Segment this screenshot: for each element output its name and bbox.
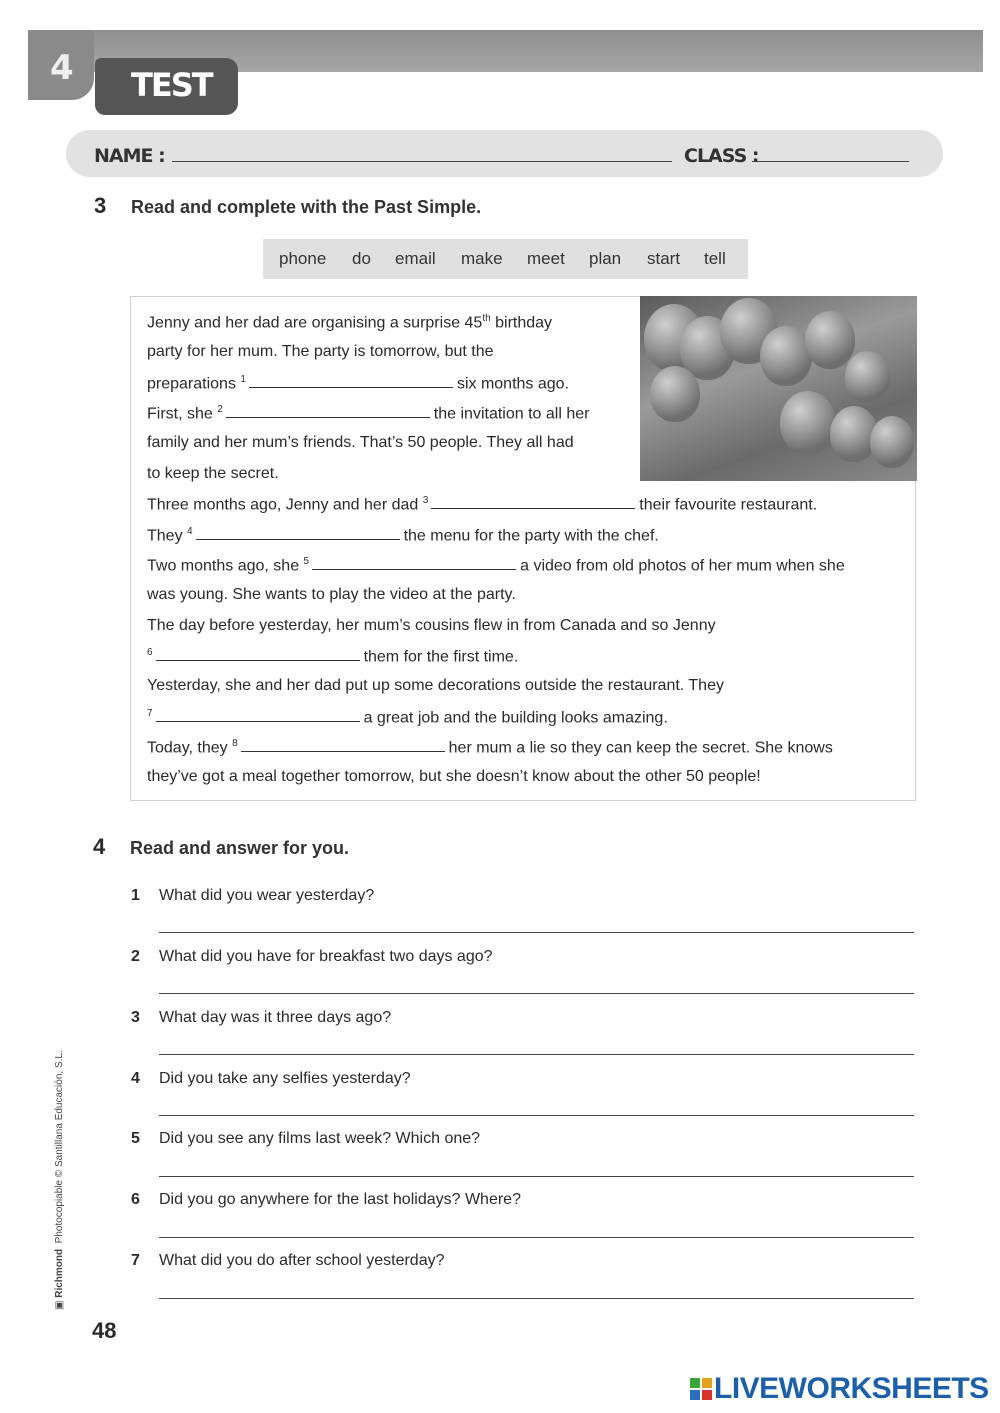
balloon: [780, 391, 836, 455]
question-number: 5: [131, 1130, 140, 1147]
word-bank-item: make: [461, 249, 503, 268]
answer-1-field[interactable]: [159, 932, 914, 933]
text-line-10: was young. She wants to play the video at the party.: [147, 586, 516, 603]
text-fragment: their favourite restaurant.: [639, 496, 818, 514]
answer-7-field[interactable]: [159, 1298, 914, 1299]
word-bank-item: meet: [527, 249, 565, 268]
liveworksheets-icon: [690, 1378, 712, 1400]
question-number: 3: [131, 1009, 140, 1026]
question-text: What did you do after school yesterday?: [159, 1252, 445, 1269]
word-bank: [263, 239, 748, 279]
gap-number: 6: [147, 647, 153, 658]
class-field[interactable]: [752, 161, 909, 162]
balloons-photo: [640, 296, 917, 481]
answer-3-field[interactable]: [159, 1054, 914, 1055]
text-line-1: [147, 313, 552, 332]
page-number: 48: [92, 1318, 117, 1343]
text-line-4: [147, 404, 589, 423]
publisher-icon: ▣: [54, 1297, 65, 1310]
text-fragment: a video from old photos of her mum when she: [520, 557, 845, 575]
class-label: CLASS :: [684, 145, 759, 167]
balloon: [845, 351, 890, 403]
question-number: 7: [131, 1252, 140, 1269]
gap-number: 5: [303, 556, 310, 567]
text-fragment: the menu for the party with the chef.: [403, 527, 659, 545]
text-line-16: they’ve got a meal together tomorrow, but she doesn’t know about the other 50 people!: [147, 768, 761, 785]
text-line-9: [147, 556, 845, 575]
text-line-14: [147, 708, 668, 727]
question-number: 1: [131, 887, 140, 904]
question-text: Did you go anywhere for the last holidays? Where?: [159, 1191, 521, 1208]
text-line-11: The day before yesterday, her mum’s cousins flew in from Canada and so Jenny: [147, 617, 716, 634]
text-fragment: a great job and the building looks amazing.: [363, 709, 668, 727]
word-bank-item: plan: [589, 249, 622, 268]
text-line-2: party for her mum. The party is tomorrow, but the: [147, 343, 494, 360]
gap-5-field[interactable]: [312, 557, 516, 570]
text-fragment: them for the first time.: [363, 648, 519, 666]
text-line-7: [147, 495, 817, 514]
word-bank-item: phone: [279, 249, 327, 268]
publisher-name: Richmond: [54, 1248, 65, 1298]
question-text: Did you see any films last week? Which one?: [159, 1130, 481, 1147]
gap-number: 1: [240, 374, 246, 385]
text-fragment: Today, they: [147, 739, 233, 757]
balloon: [870, 416, 914, 468]
text-line-15: [147, 738, 833, 757]
text-line-13: Yesterday, she and her dad put up some decorations outside the restaurant. They: [147, 677, 724, 694]
text-fragment: Two months ago, she: [147, 557, 304, 575]
question-text: What did you wear yesterday?: [159, 887, 375, 904]
name-label: NAME :: [94, 145, 165, 167]
word-bank-item: do: [352, 249, 371, 268]
answer-2-field[interactable]: [159, 993, 914, 994]
copyright-notice: [54, 1050, 65, 1310]
name-field[interactable]: [172, 161, 672, 162]
copyright-text: Photocopiable © Santillana Educación, S.L.: [54, 1050, 65, 1244]
answer-4-field[interactable]: [159, 1115, 914, 1116]
gap-7-field[interactable]: [156, 709, 360, 722]
gap-number: 2: [217, 404, 223, 415]
question-text: Did you take any selfies yesterday?: [159, 1070, 411, 1087]
word-bank-item: email: [395, 249, 436, 268]
balloon: [760, 326, 812, 386]
exercise-4-title: Read and answer for you.: [130, 838, 350, 858]
question-number: 6: [131, 1191, 140, 1208]
text-line-6: to keep the secret.: [147, 465, 279, 482]
text-fragment: First, she: [147, 405, 218, 423]
text-fragment: birthday: [490, 314, 553, 332]
exercise-3-title: Read and complete with the Past Simple.: [131, 197, 482, 217]
text-fragment: six months ago.: [456, 375, 570, 393]
text-fragment: Three months ago, Jenny and her dad: [147, 496, 423, 514]
gap-number: 7: [147, 708, 153, 719]
text-fragment: the invitation to all her: [433, 405, 590, 423]
gap-6-field[interactable]: [156, 648, 360, 661]
name-class-bar: [66, 130, 943, 177]
balloon: [650, 366, 700, 422]
gap-number: 3: [422, 495, 429, 506]
gap-3-field[interactable]: [431, 496, 635, 509]
test-title: TEST: [131, 66, 212, 104]
answer-6-field[interactable]: [159, 1237, 914, 1238]
unit-number: 4: [50, 48, 74, 88]
text-fragment: preparations: [147, 375, 241, 393]
text-line-12: [147, 647, 518, 666]
word-bank-item: tell: [704, 249, 726, 268]
question-text: What day was it three days ago?: [159, 1009, 392, 1026]
question-text: What did you have for breakfast two days ago?: [159, 948, 493, 965]
liveworksheets-wordmark: LIVEWORKSHEETS: [714, 1372, 989, 1405]
text-line-8: [147, 526, 659, 545]
superscript: th: [482, 313, 491, 324]
gap-number: 4: [187, 526, 193, 537]
gap-8-field[interactable]: [241, 739, 445, 752]
text-line-3: [147, 374, 569, 393]
text-fragment: Jenny and her dad are organising a surprise 45: [147, 314, 483, 332]
word-bank-item: start: [647, 249, 681, 268]
gap-2-field[interactable]: [226, 405, 430, 418]
exercise-3-number: 3: [94, 193, 107, 218]
text-line-5: family and her mum’s friends. That’s 50 people. They all had: [147, 434, 574, 451]
gap-number: 8: [232, 738, 238, 749]
balloon: [805, 311, 855, 369]
question-number: 4: [131, 1070, 140, 1087]
text-fragment: They: [147, 527, 188, 545]
gap-4-field[interactable]: [196, 527, 400, 540]
text-fragment: her mum a lie so they can keep the secret. She knows: [448, 739, 833, 757]
exercise-4-number: 4: [93, 834, 106, 859]
gap-1-field[interactable]: [249, 375, 453, 388]
question-number: 2: [131, 948, 140, 965]
liveworksheets-logo: [690, 1372, 990, 1408]
answer-5-field[interactable]: [159, 1176, 914, 1177]
